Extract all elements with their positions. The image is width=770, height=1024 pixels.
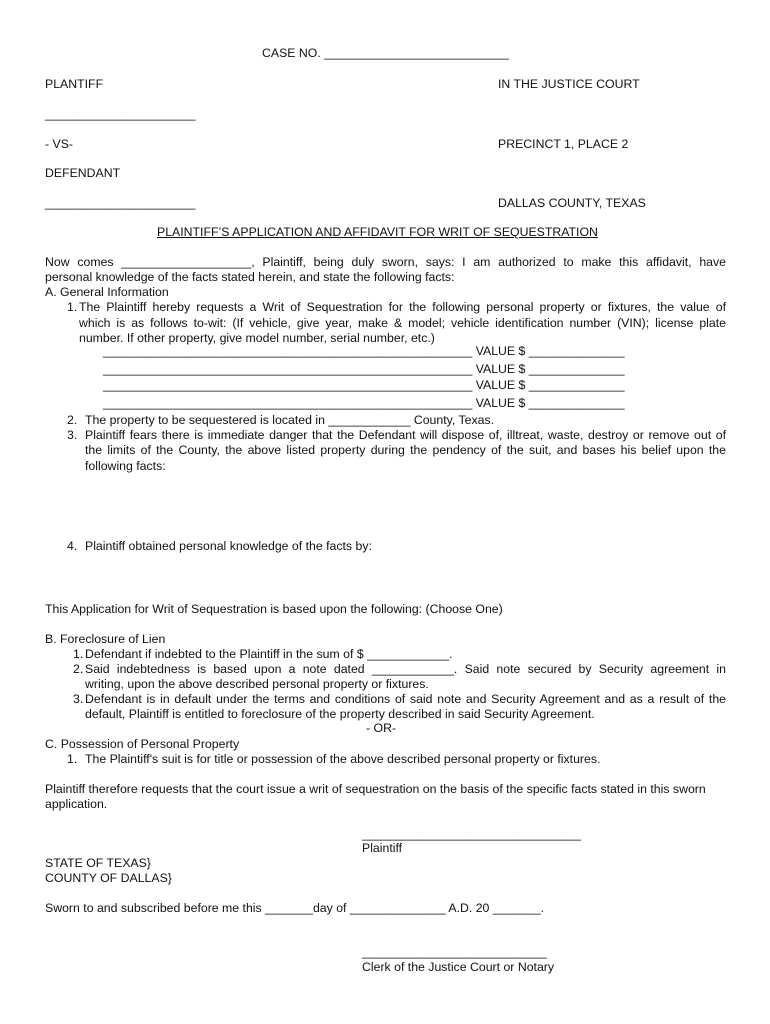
defendant-name-line: ______________________: [45, 196, 196, 210]
plaintiff-signature-label: Plaintiff: [362, 841, 403, 855]
sworn-statement: Sworn to and subscribed before me this _______day of ______________ A.D. 20 _______.: [45, 901, 545, 915]
section-c-heading: C. Possession of Personal Property: [45, 737, 240, 751]
plaintiff-signature-line: ________________________________: [362, 827, 581, 841]
property-value-row: ______________________________________________________ VALUE $ ______________: [103, 396, 625, 410]
item-a1-line-2: which is as follows to-wit: (If vehicle, give year, make & model; vehicle identification number (VIN); license plate: [79, 316, 726, 330]
defendant-label: DEFENDANT: [45, 166, 121, 180]
item-c1-number: 1.: [67, 752, 78, 766]
item-b2-number: 2.: [73, 662, 84, 676]
item-a1-line-1: The Plaintiff hereby requests a Writ of Sequestration for the following personal property or fixtures, the value of: [79, 300, 726, 314]
item-a1-number: 1.: [67, 300, 78, 314]
item-a4-line-1: Plaintiff obtained personal knowledge of the facts by:: [85, 539, 372, 553]
request-line-1: Plaintiff therefore requests that the court issue a writ of sequestration on the basis of the specific facts stated in this sworn: [45, 782, 706, 796]
item-b2-line-2: writing, upon the above described personal property or fixtures.: [85, 677, 429, 691]
item-b1-number: 1.: [73, 647, 84, 661]
section-b-heading: B. Foreclosure of Lien: [45, 632, 166, 646]
item-a3-line-2: the limits of the County, the above listed property during the pendency of the suit, and bases his belief upon the: [85, 443, 726, 457]
court-label: IN THE JUSTICE COURT: [498, 77, 640, 91]
item-a4-number: 4.: [67, 539, 78, 553]
intro-line-2: personal knowledge of the facts stated herein, and state the following facts:: [45, 270, 455, 284]
intro-line-1: Now comes ___________________, Plaintiff, being duly sworn, says: I am authorized to make this affidavit, have: [45, 255, 726, 269]
request-line-2: application.: [45, 797, 108, 811]
clerk-signature-label: Clerk of the Justice Court or Notary: [362, 960, 555, 974]
section-a-heading: A. General Information: [45, 285, 169, 299]
plaintiff-name-line: ______________________: [45, 107, 196, 121]
case-number-field: CASE NO. ___________________________: [262, 46, 509, 60]
item-a3-line-1: Plaintiff fears there is immediate danger that the Defendant will dispose of, illtreat, waste, destroy or remove out of: [85, 428, 726, 442]
or-separator: - OR-: [366, 721, 397, 735]
venue-county: COUNTY OF DALLAS}: [45, 871, 172, 885]
versus-label: - VS-: [45, 137, 74, 151]
document-title: PLAINTIFF’S APPLICATION AND AFFIDAVIT FOR WRIT OF SEQUESTRATION: [157, 225, 598, 239]
item-b3-line-1: Defendant is in default under the terms and conditions of said note and Security Agreement and as a result of the: [85, 692, 726, 706]
item-a3-number: 3.: [67, 428, 78, 442]
property-value-row: ______________________________________________________ VALUE $ ______________: [103, 378, 625, 392]
clerk-signature-line: ___________________________: [362, 945, 547, 959]
basis-statement: This Application for Writ of Sequestration is based upon the following: (Choose One): [45, 602, 503, 616]
item-b3-number: 3.: [73, 692, 84, 706]
property-value-row: ______________________________________________________ VALUE $ ______________: [103, 344, 625, 358]
item-a2-line-1: The property to be sequestered is located in ____________ County, Texas.: [85, 413, 495, 427]
precinct-label: PRECINCT 1, PLACE 2: [498, 137, 629, 151]
item-b2-line-1: Said indebtedness is based upon a note dated ____________. Said note secured by Security agreement in: [85, 662, 726, 676]
item-a2-number: 2.: [67, 413, 78, 427]
property-value-row: ______________________________________________________ VALUE $ ______________: [103, 362, 625, 376]
item-a3-line-3: following facts:: [85, 459, 166, 473]
item-b1-line-1: Defendant if indebted to the Plaintiff in the sum of $ ____________.: [85, 647, 453, 661]
item-c1-line-1: The Plaintiff's suit is for title or possession of the above described personal property or fixtures.: [85, 752, 601, 766]
item-a1-line-3: number. If other property, give model number, serial number, etc.): [79, 331, 435, 345]
venue-state: STATE OF TEXAS}: [45, 856, 151, 870]
plaintiff-label: PLANTIFF: [45, 77, 104, 91]
county-label: DALLAS COUNTY, TEXAS: [498, 196, 646, 210]
item-b3-line-2: default, Plaintiff is entitled to foreclosure of the property described in said Security Agreement.: [85, 707, 595, 721]
